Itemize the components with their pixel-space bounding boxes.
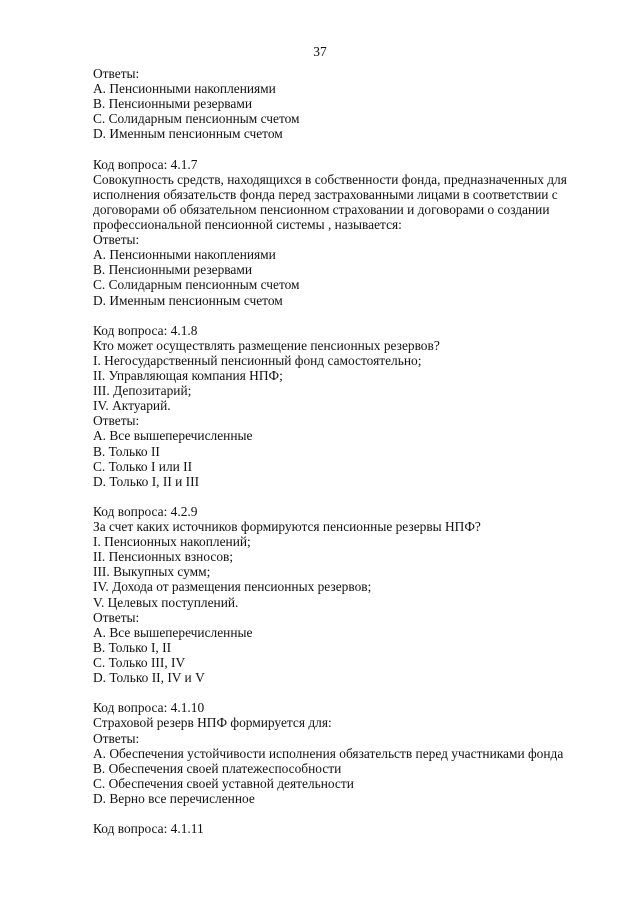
question-text-line: III. Депозитарий; bbox=[93, 383, 192, 399]
answer-option: В. Только I, II bbox=[93, 639, 172, 655]
answer-option: D. Именным пенсионным счетом bbox=[93, 126, 283, 142]
question-text-line: профессиональной пенсионной системы , называется: bbox=[93, 217, 402, 233]
question-code: Код вопроса: 4.1.11 bbox=[93, 821, 204, 837]
question-text-line: IV. Актуарий. bbox=[93, 398, 171, 414]
question-text-line: Страховой резерв НПФ формируется для: bbox=[93, 715, 332, 731]
answer-option: D. Только I, II и III bbox=[93, 473, 200, 489]
question-block-4-1-11 bbox=[93, 821, 563, 836]
question-code: Код вопроса: 4.1.8 bbox=[93, 322, 198, 338]
question-block-4-1-7 bbox=[93, 156, 567, 308]
question-text-line: III. Выкупных сумм; bbox=[93, 564, 211, 580]
page-number: 37 bbox=[313, 44, 327, 59]
question-code: Код вопроса: 4.1.10 bbox=[93, 700, 205, 716]
question-text-line: исполнения обязательств фонда перед застрахованными лицами в соответствии с bbox=[93, 186, 558, 202]
answers-label: Ответы: bbox=[93, 232, 140, 248]
answer-option: А. Пенсионными накоплениями bbox=[93, 81, 276, 97]
answer-option: D. Только II, IV и V bbox=[93, 670, 205, 686]
answer-option: С. Обеспечения своей уставной деятельности bbox=[93, 775, 354, 791]
answer-option: D. Верно все перечисленное bbox=[93, 790, 255, 806]
question-text-line: Кто может осуществлять размещение пенсионных резервов? bbox=[93, 337, 440, 353]
question-block-4-1-10 bbox=[93, 700, 563, 806]
answers-block-continued bbox=[93, 66, 563, 141]
answers-label: Ответы: bbox=[93, 66, 140, 81]
question-code: Код вопроса: 4.2.9 bbox=[93, 504, 198, 519]
question-text-line: договорами об обязательном пенсионном страховании и договорами о создании bbox=[93, 201, 550, 217]
answer-option: А. Пенсионными накоплениями bbox=[93, 247, 276, 263]
answer-option: В. Обеспечения своей платежеспособности bbox=[93, 760, 342, 776]
question-code: Код вопроса: 4.1.7 bbox=[93, 156, 198, 172]
answer-option: D. Именным пенсионным счетом bbox=[93, 292, 283, 308]
question-block-4-2-9 bbox=[93, 504, 563, 685]
answer-option: С. Только III, IV bbox=[93, 654, 186, 670]
answer-option: С. Только I или II bbox=[93, 458, 193, 474]
answer-option: В. Только II bbox=[93, 443, 160, 459]
question-text-line: V. Целевых поступлений. bbox=[93, 594, 239, 610]
question-text-line: За счет каких источников формируются пенсионные резервы НПФ? bbox=[93, 519, 481, 535]
question-text-line: IV. Дохода от размещения пенсионных резервов; bbox=[93, 579, 372, 595]
question-text-line: I. Негосударственный пенсионный фонд самостоятельно; bbox=[93, 352, 422, 368]
answer-option: А. Все вышеперечисленные bbox=[93, 624, 253, 640]
question-text-line: II. Пенсионных взносов; bbox=[93, 549, 234, 565]
question-text-line: Совокупность средств, находящихся в собственности фонда, предназначенных для bbox=[93, 171, 567, 187]
question-block-4-1-8 bbox=[93, 323, 563, 489]
answer-option: С. Солидарным пенсионным счетом bbox=[93, 277, 300, 293]
answers-label: Ответы: bbox=[93, 413, 140, 429]
question-text-line: I. Пенсионных накоплений; bbox=[93, 534, 251, 550]
answers-label: Ответы: bbox=[93, 730, 140, 746]
answer-option: А. Обеспечения устойчивости исполнения обязательств перед участниками фонда bbox=[93, 745, 564, 761]
answer-option: В. Пенсионными резервами bbox=[93, 96, 252, 112]
document-body bbox=[93, 66, 567, 837]
answer-option: А. Все вышеперечисленные bbox=[93, 428, 253, 444]
answers-label: Ответы: bbox=[93, 609, 140, 625]
answer-option: В. Пенсионными резервами bbox=[93, 262, 252, 278]
answer-option: С. Солидарным пенсионным счетом bbox=[93, 111, 300, 127]
question-text-line: II. Управляющая компания НПФ; bbox=[93, 368, 283, 384]
